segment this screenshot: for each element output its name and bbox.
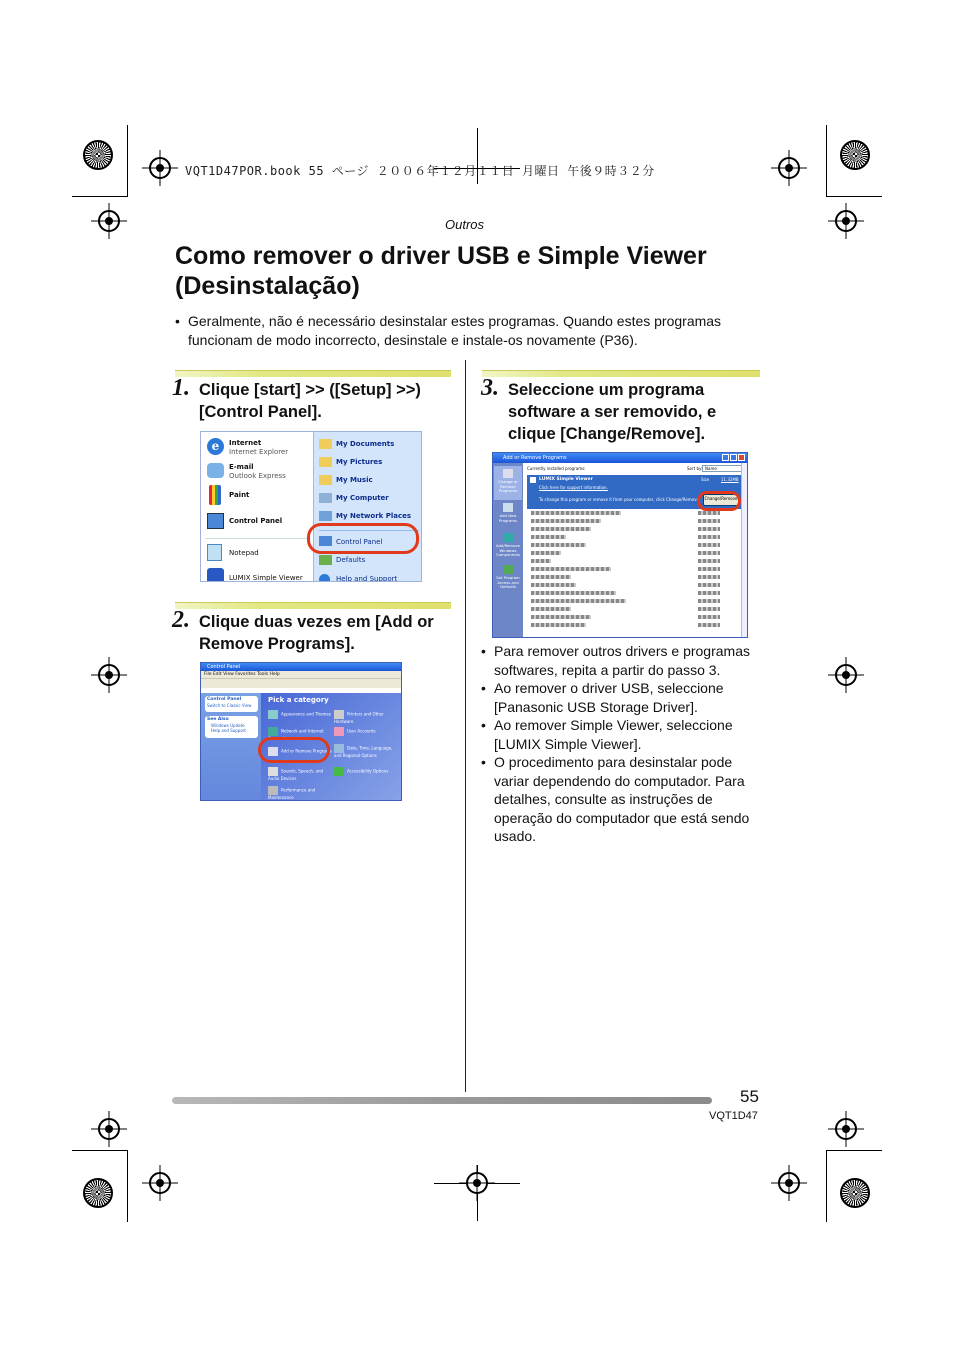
registration-sun-icon <box>83 140 113 170</box>
control-panel-screenshot: Control Panel File Edit View Favorites Tools Help Control Panel Switch to Classic View See Also Windows Update Help and Support Pick a category Appearance and Themes Printers and Other Hardware Network and Internet Connections User Accounts Add or Remove Programs Date, Time, Language, and Regional Options Sounds, Speech, and Audio Devices Accessibility Options Performance and Maintenance <box>200 662 402 801</box>
highlight-ring <box>258 737 330 763</box>
users-icon <box>334 727 344 736</box>
registration-sun-icon <box>83 1178 113 1208</box>
start-right-my-pictures[interactable]: My Pictures <box>319 456 419 474</box>
computer-icon <box>319 493 332 503</box>
maximize-icon[interactable] <box>730 454 737 461</box>
category-printers[interactable]: Printers and Other Hardware <box>334 711 384 724</box>
start-item-email[interactable]: E-mail Outlook Express <box>205 460 310 484</box>
start-right-control-panel[interactable]: Control Panel <box>319 533 419 553</box>
registration-cross-icon <box>778 1172 800 1194</box>
start-right-help[interactable]: Help and Support <box>319 571 419 582</box>
start-item-notepad[interactable]: Notepad <box>205 541 310 565</box>
windows-components-icon <box>503 533 513 542</box>
category-users[interactable]: User Accounts <box>334 727 398 736</box>
start-item-lumix[interactable]: LUMIX Simple Viewer <box>205 565 310 582</box>
intro-bullet: • Geralmente, não é necessário desinstalar estes programas. Quando estes programas funcionam de modo incorrecto, desinstale e instale-os novamente (P36). <box>175 312 765 349</box>
side-change-remove[interactable]: Change or Remove Programs <box>494 466 522 500</box>
start-menu-screenshot <box>200 431 422 582</box>
notepad-icon <box>207 544 222 561</box>
folder-icon <box>319 475 332 485</box>
step-3-bar <box>482 370 760 377</box>
control-panel-icon <box>207 513 224 529</box>
change-remove-button[interactable]: Change/Remove <box>703 494 739 506</box>
category-add-remove[interactable]: Add or Remove Programs <box>268 747 332 756</box>
help-icon <box>319 574 330 582</box>
category-sounds[interactable]: Sounds, Speech, and Audio Devices <box>268 768 324 781</box>
scrollbar[interactable] <box>741 463 748 638</box>
lumix-viewer-icon <box>530 477 536 483</box>
folder-icon <box>319 439 332 449</box>
step-1-bar <box>175 370 451 377</box>
notes-list <box>481 642 761 846</box>
doc-code: VQT1D47 <box>709 1110 758 1122</box>
registration-cross-icon <box>466 1172 488 1194</box>
sound-icon <box>268 767 278 776</box>
start-item-paint[interactable]: Paint <box>205 484 310 510</box>
registration-cross-icon <box>98 1118 120 1140</box>
registration-cross-icon <box>835 664 857 686</box>
network-icon <box>319 511 332 521</box>
note-3: • Ao remover Simple Viewer, seleccione [LUMIX Simple Viewer]. <box>481 716 761 753</box>
step-2-number: 2. <box>172 607 190 633</box>
column-divider <box>465 360 466 1092</box>
add-remove-screenshot: Add or Remove Programs Change or Remove Programs Add New Programs Add/Remove Windows Components Set Program Access and Defaults Currently installed programs: Sort by: Name LUMIX Simple Viewer Size 11.32MB Click here for support information. To change this program or remove it from your computer, click Change/Remove. Change/Remove <box>492 452 748 638</box>
step-1-text: Clique [start] >> ([Setup] >>) [Control Panel]. <box>199 381 421 421</box>
selected-program-row[interactable]: LUMIX Simple Viewer Size 11.32MB Click here for support information. To change this program or remove it from your computer, click Change/Remove. Change/Remove <box>527 475 741 509</box>
footer-bar <box>172 1097 712 1104</box>
defaults-icon <box>319 555 332 565</box>
performance-icon <box>268 786 278 795</box>
step-2-bar <box>175 602 451 609</box>
start-right-my-documents[interactable]: My Documents <box>319 438 419 456</box>
registration-cross-icon <box>835 210 857 232</box>
step-2-text: Clique duas vezes em [Add or Remove Programs]. <box>199 613 434 653</box>
clock-icon <box>334 744 344 753</box>
folder-icon <box>319 457 332 467</box>
highlight-ring <box>307 523 419 554</box>
registration-cross-icon <box>98 210 120 232</box>
print-header: VQT1D47POR.book 55 ページ ２００６年１２月１１日 月曜日 午後９時３２分 <box>185 164 655 178</box>
step-3-number: 3. <box>481 375 499 401</box>
page-title: Como remover o driver USB e Simple Viewer (Desinstalação) <box>175 242 707 300</box>
step-1-number: 1. <box>172 375 190 401</box>
add-icon <box>503 503 513 512</box>
network-icon <box>268 727 278 736</box>
note-1: • Para remover outros drivers e programas softwares, repita a partir do passo 3. <box>481 642 761 679</box>
registration-cross-icon <box>149 1172 171 1194</box>
printer-icon <box>334 710 344 719</box>
side-add-new[interactable]: Add New Programs <box>494 500 522 530</box>
intro-note <box>175 312 765 349</box>
registration-cross-icon <box>778 157 800 179</box>
start-right-defaults[interactable]: Defaults <box>319 553 419 571</box>
appearance-icon <box>268 710 278 719</box>
step-3-text: Seleccione um programa software a ser removido, e clique [Change/Remove]. <box>508 381 717 443</box>
note-4: • O procedimento para desinstalar pode variar dependendo do computador. Para detalhes, consulte as instruções de operação do computador que está sendo usado. <box>481 753 761 846</box>
registration-cross-icon <box>835 1118 857 1140</box>
category-accessibility[interactable]: Accessibility Options <box>334 767 398 776</box>
start-right-my-computer[interactable]: My Computer <box>319 492 419 510</box>
category-performance[interactable]: Performance and Maintenance <box>268 787 316 800</box>
start-right-my-music[interactable]: My Music <box>319 474 419 492</box>
side-windows-components[interactable]: Add/Remove Windows Components <box>494 530 522 562</box>
note-2: • Ao remover o driver USB, seleccione [Panasonic USB Storage Driver]. <box>481 679 761 716</box>
registration-sun-icon <box>840 1178 870 1208</box>
paint-icon <box>209 485 221 505</box>
accessibility-icon <box>334 767 344 776</box>
start-right-my-network[interactable]: My Network Places <box>319 510 419 528</box>
category-network[interactable]: Network and Internet Connections <box>268 728 324 741</box>
category-appearance[interactable]: Appearance and Themes <box>268 710 332 719</box>
page-number: 55 <box>740 1087 759 1106</box>
registration-sun-icon <box>840 140 870 170</box>
side-program-access[interactable]: Set Program Access and Defaults <box>494 562 522 596</box>
defaults-icon <box>503 565 513 574</box>
section-label: Outros <box>445 217 485 232</box>
lumix-viewer-icon <box>207 568 224 582</box>
programs-icon <box>503 469 513 478</box>
category-date-time[interactable]: Date, Time, Language, and Regional Options <box>334 745 393 758</box>
registration-cross-icon <box>149 157 171 179</box>
highlight-ring <box>697 491 741 511</box>
internet-explorer-icon: e <box>207 438 224 455</box>
start-item-internet[interactable]: e Internet Internet Explorer <box>205 436 310 460</box>
close-icon[interactable] <box>738 454 745 461</box>
minimize-icon[interactable] <box>722 454 729 461</box>
sort-select[interactable]: Name <box>702 465 742 472</box>
outlook-express-icon <box>207 463 224 478</box>
registration-cross-icon <box>98 664 120 686</box>
start-item-control-panel[interactable]: Control Panel <box>205 510 310 536</box>
